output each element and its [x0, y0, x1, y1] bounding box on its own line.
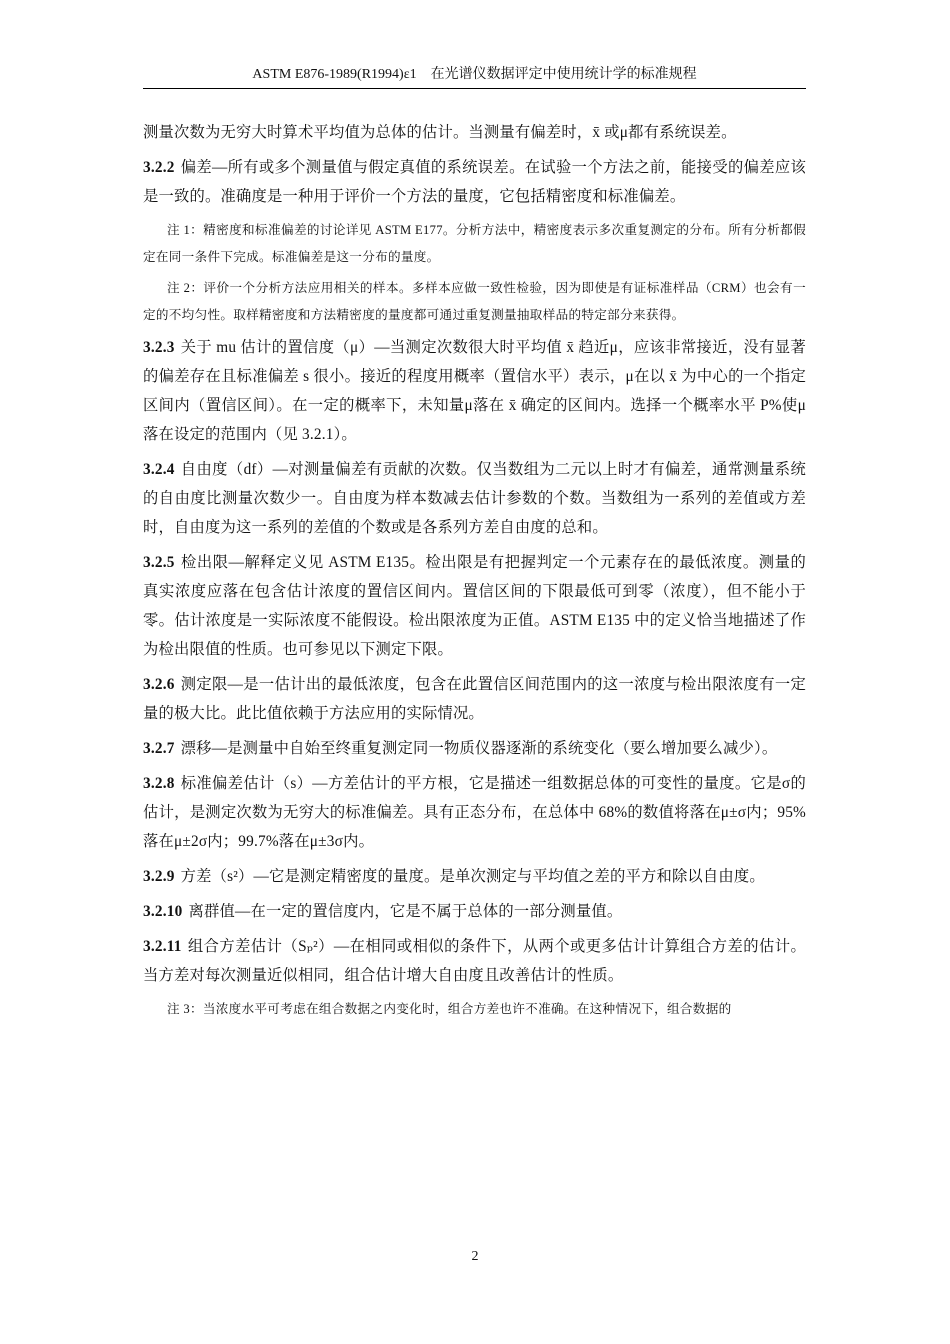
section-3-2-3	[143, 333, 806, 449]
section-3-2-2	[143, 153, 806, 211]
section-3-2-6	[143, 670, 806, 728]
section-3-2-11	[143, 932, 806, 990]
note-2	[143, 275, 806, 329]
section-number: 3.2.8	[143, 775, 175, 792]
section-3-2-5	[143, 548, 806, 664]
section-3-2-10	[143, 897, 806, 926]
note-3	[143, 996, 806, 1023]
paragraph-text: 测量次数为无穷大时算术平均值为总体的估计。当测量有偏差时，x̄ 或μ都有系统误差。	[143, 124, 737, 141]
note-text: 注 3：当浓度水平可考虑在组合数据之内变化时，组合方差也许不准确。在这种情况下，组合数据的	[167, 1002, 732, 1016]
document-body	[143, 118, 806, 1027]
paragraph-text: 漂移—是测量中自始至终重复测定同一物质仪器逐渐的系统变化（要么增加要么减少）。	[180, 740, 778, 757]
note-1	[143, 217, 806, 271]
running-header: ASTM E876-1989(R1994)ε1 在光谱仪数据评定中使用统计学的标准规程	[252, 67, 697, 82]
paragraph-text: 偏差—所有或多个测量值与假定真值的系统误差。在试验一个方法之前，能接受的偏差应该是一致的。准确度是一种用于评价一个方法的量度，它包括精密度和标准偏差。	[143, 159, 806, 205]
section-number: 3.2.7	[143, 740, 175, 757]
paragraph-text: 关于 mu 估计的置信度（μ）—当测定次数很大时平均值 x̄ 趋近μ，应该非常接近，没有显著的偏差存在且标准偏差 s 很小。接近的程度用概率（置信水平）表示，μ在以 x̄ 为中心的一个指定区间内（置信区间）。在一定的概率下，未知量μ落在 x̄ 确定的区间内。选择一个概率水平 P%使μ落在设定的范围内（见 3.2.1）。	[143, 339, 806, 443]
page-number: 2	[471, 1249, 479, 1264]
section-number: 3.2.9	[143, 868, 175, 885]
note-text: 注 1：精密度和标准偏差的讨论详见 ASTM E177。分析方法中，精密度表示多次重复测定的分布。所有分析都假定在同一条件下完成。标准偏差是这一分布的量度。	[143, 223, 806, 264]
section-number: 3.2.3	[143, 339, 175, 356]
section-3-2-9	[143, 862, 806, 891]
section-3-2-7	[143, 734, 806, 763]
section-number: 3.2.5	[143, 554, 175, 571]
section-number: 3.2.4	[143, 461, 175, 478]
section-number: 3.2.6	[143, 676, 175, 693]
paragraph-text: 离群值—在一定的置信度内，它是不属于总体的一部分测量值。	[188, 903, 623, 920]
paragraph-continuation	[143, 118, 806, 147]
header-rule	[143, 88, 806, 89]
paragraph-text: 测定限—是一估计出的最低浓度，包含在此置信区间范围内的这一浓度与检出限浓度有一定量的极大比。此比值依赖于方法应用的实际情况。	[143, 676, 806, 722]
note-text: 注 2：评价一个分析方法应用相关的样本。多样本应做一致性检验，因为即使是有证标准样品（CRM）也会有一定的不均匀性。取样精密度和方法精密度的量度都可通过重复测量抽取样品的特定部分来获得。	[143, 281, 806, 322]
paragraph-text: 标准偏差估计（s）—方差估计的平方根，它是描述一组数据总体的可变性的量度。它是σ的估计，是测定次数为无穷大的标准偏差。具有正态分布，在总体中 68%的数值将落在μ±σ内；95%落在μ±2σ内；99.7%落在μ±3σ内。	[143, 775, 806, 850]
paragraph-text: 检出限—解释定义见 ASTM E135。检出限是有把握判定一个元素存在的最低浓度。测量的真实浓度应落在包含估计浓度的置信区间内。置信区间的下限最低可到零（浓度），但不能小于零。估计浓度是一实际浓度不能假设。检出限浓度为正值。ASTM E135 中的定义恰当地描述了作为检出限值的性质。也可参见以下测定下限。	[143, 554, 806, 658]
paragraph-text: 方差（s²）—它是测定精密度的量度。是单次测定与平均值之差的平方和除以自由度。	[180, 868, 765, 885]
section-number: 3.2.10	[143, 903, 183, 920]
section-3-2-4	[143, 455, 806, 542]
section-number: 3.2.2	[143, 159, 175, 176]
paragraph-text: 组合方差估计（Sₚ²）—在相同或相似的条件下，从两个或更多估计计算组合方差的估计。当方差对每次测量近似相同，组合估计增大自由度且改善估计的性质。	[143, 938, 806, 984]
paragraph-text: 自由度（df）—对测量偏差有贡献的次数。仅当数组为二元以上时才有偏差，通常测量系统的自由度比测量次数少一。自由度为样本数减去估计参数的个数。当数组为一系列的差值或方差时，自由度为这一系列的差值的个数或是各系列方差自由度的总和。	[143, 461, 806, 536]
section-number: 3.2.11	[143, 938, 182, 955]
section-3-2-8	[143, 769, 806, 856]
